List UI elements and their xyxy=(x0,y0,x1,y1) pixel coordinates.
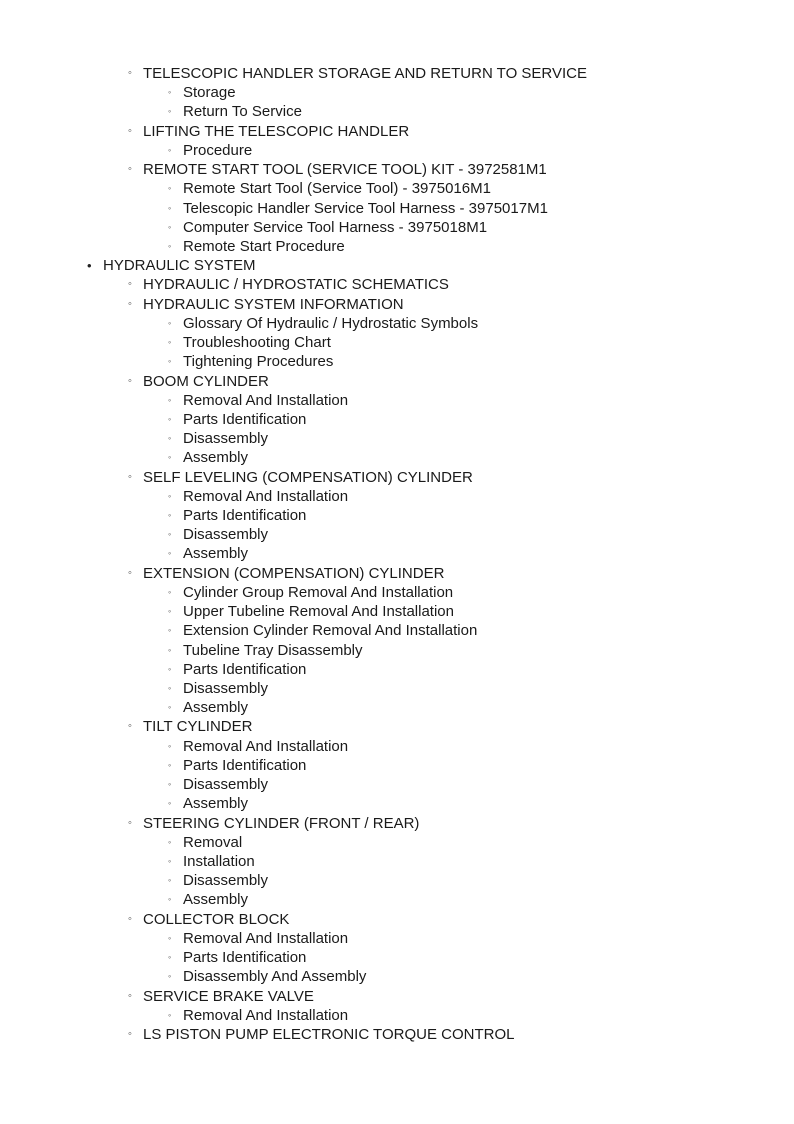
filled-bullet-icon: • xyxy=(87,258,92,274)
hollow-bullet-icon: ◦ xyxy=(168,144,172,155)
toc-item-label: Parts Identification xyxy=(183,949,307,967)
hollow-bullet-icon: ◦ xyxy=(168,490,172,501)
toc-item[interactable] xyxy=(0,967,794,986)
hollow-bullet-icon: ◦ xyxy=(128,278,132,291)
toc-item-label: Disassembly xyxy=(183,430,269,448)
toc-item-label: Cylinder Group Removal And Installation xyxy=(183,583,454,601)
hollow-bullet-icon: ◦ xyxy=(168,855,172,866)
toc-item[interactable] xyxy=(0,929,794,948)
hollow-bullet-icon: ◦ xyxy=(168,779,172,790)
toc-item[interactable] xyxy=(0,179,794,198)
toc-item-label: Remote Start Procedure xyxy=(183,237,345,255)
hollow-bullet-icon: ◦ xyxy=(168,413,172,424)
toc-item[interactable] xyxy=(0,1006,794,1025)
hollow-bullet-icon: ◦ xyxy=(128,720,132,733)
toc-item[interactable] xyxy=(0,679,794,698)
toc-item-label: Removal And Installation xyxy=(183,737,349,755)
hollow-bullet-icon: ◦ xyxy=(128,912,132,925)
toc-item[interactable] xyxy=(0,833,794,852)
toc-item-label: Tubeline Tray Disassembly xyxy=(183,641,363,659)
toc-item-label: Parts Identification xyxy=(183,507,307,525)
hollow-bullet-icon: ◦ xyxy=(168,625,172,636)
toc-item[interactable] xyxy=(0,871,794,890)
toc-item-label: Storage xyxy=(183,84,236,102)
toc-item-label: Disassembly xyxy=(183,872,269,890)
toc-item-label: Removal And Installation xyxy=(183,391,349,409)
hollow-bullet-icon: ◦ xyxy=(168,586,172,597)
hollow-bullet-icon: ◦ xyxy=(168,702,172,713)
toc-chapter[interactable] xyxy=(0,1025,794,1044)
toc-item-label: Return To Service xyxy=(183,103,302,121)
toc-item[interactable] xyxy=(0,852,794,871)
toc-chapter[interactable] xyxy=(0,295,794,314)
hollow-bullet-icon: ◦ xyxy=(168,183,172,194)
toc-item[interactable] xyxy=(0,583,794,602)
toc-item-label: Parts Identification xyxy=(183,756,307,774)
toc-item[interactable] xyxy=(0,83,794,102)
toc-item[interactable] xyxy=(0,621,794,640)
toc-item-label: LS PISTON PUMP ELECTRONIC TORQUE CONTROL xyxy=(143,1025,515,1043)
toc-item-label: Parts Identification xyxy=(183,660,307,678)
hollow-bullet-icon: ◦ xyxy=(168,663,172,674)
toc-item[interactable] xyxy=(0,391,794,410)
toc-item-label: Glossary Of Hydraulic / Hydrostatic Symbols xyxy=(183,314,479,332)
toc-item-label: COLLECTOR BLOCK xyxy=(143,910,290,928)
toc-chapter[interactable] xyxy=(0,717,794,736)
hollow-bullet-icon: ◦ xyxy=(168,606,172,617)
toc-item-label: Removal And Installation xyxy=(183,487,349,505)
hollow-bullet-icon: ◦ xyxy=(168,240,172,251)
toc-item[interactable] xyxy=(0,948,794,967)
toc-item[interactable] xyxy=(0,352,794,371)
toc-item-label: Remote Start Tool (Service Tool) - 3975016M1 xyxy=(183,180,491,198)
toc-item[interactable] xyxy=(0,602,794,621)
toc-chapter[interactable] xyxy=(0,564,794,583)
toc-item-label: REMOTE START TOOL (SERVICE TOOL) KIT - 3972581M1 xyxy=(143,161,547,179)
toc-chapter[interactable] xyxy=(0,468,794,487)
toc-item[interactable] xyxy=(0,660,794,679)
toc-item[interactable] xyxy=(0,218,794,237)
table-of-contents xyxy=(0,64,794,1044)
toc-chapter[interactable] xyxy=(0,64,794,83)
hollow-bullet-icon: ◦ xyxy=(168,356,172,367)
toc-item-label: Tightening Procedures xyxy=(183,353,334,371)
hollow-bullet-icon: ◦ xyxy=(128,124,132,137)
toc-item[interactable] xyxy=(0,141,794,160)
hollow-bullet-icon: ◦ xyxy=(168,433,172,444)
toc-item-label: Assembly xyxy=(183,699,249,717)
hollow-bullet-icon: ◦ xyxy=(128,374,132,387)
toc-item-label: BOOM CYLINDER xyxy=(143,372,269,390)
hollow-bullet-icon: ◦ xyxy=(168,337,172,348)
toc-item-label: Disassembly xyxy=(183,526,269,544)
toc-item[interactable] xyxy=(0,410,794,429)
toc-item[interactable] xyxy=(0,641,794,660)
toc-item[interactable] xyxy=(0,737,794,756)
toc-item[interactable] xyxy=(0,199,794,218)
hollow-bullet-icon: ◦ xyxy=(168,548,172,559)
hollow-bullet-icon: ◦ xyxy=(168,798,172,809)
hollow-bullet-icon: ◦ xyxy=(128,566,132,579)
toc-item-label: Procedure xyxy=(183,141,253,159)
toc-item[interactable] xyxy=(0,506,794,525)
hollow-bullet-icon: ◦ xyxy=(168,932,172,943)
toc-item[interactable] xyxy=(0,890,794,909)
toc-item-label: Assembly xyxy=(183,795,249,813)
toc-item-label: Removal And Installation xyxy=(183,1006,349,1024)
toc-section[interactable] xyxy=(0,256,794,275)
hollow-bullet-icon: ◦ xyxy=(128,1027,132,1040)
toc-item-label: Removal And Installation xyxy=(183,929,349,947)
toc-item-label: SERVICE BRAKE VALVE xyxy=(143,987,314,1005)
toc-chapter[interactable] xyxy=(0,122,794,141)
hollow-bullet-icon: ◦ xyxy=(168,971,172,982)
toc-item[interactable] xyxy=(0,429,794,448)
hollow-bullet-icon: ◦ xyxy=(168,894,172,905)
toc-item-label: Troubleshooting Chart xyxy=(183,334,331,352)
hollow-bullet-icon: ◦ xyxy=(168,836,172,847)
hollow-bullet-icon: ◦ xyxy=(168,740,172,751)
hollow-bullet-icon: ◦ xyxy=(168,529,172,540)
toc-item-label: Removal xyxy=(183,833,243,851)
toc-item-label: Telescopic Handler Service Tool Harness - 3975017M1 xyxy=(183,199,548,217)
toc-item-label: Installation xyxy=(183,852,255,870)
hollow-bullet-icon: ◦ xyxy=(168,683,172,693)
toc-item[interactable] xyxy=(0,102,794,121)
toc-item-label: Disassembly xyxy=(183,680,269,697)
hollow-bullet-icon: ◦ xyxy=(168,952,172,963)
toc-item-label: LIFTING THE TELESCOPIC HANDLER xyxy=(143,122,410,140)
hollow-bullet-icon: ◦ xyxy=(168,875,172,886)
toc-chapter[interactable] xyxy=(0,372,794,391)
hollow-bullet-icon: ◦ xyxy=(128,163,132,176)
hollow-bullet-icon: ◦ xyxy=(168,759,172,770)
toc-item-label: Disassembly And Assembly xyxy=(183,968,367,986)
hollow-bullet-icon: ◦ xyxy=(128,297,132,310)
hollow-bullet-icon: ◦ xyxy=(128,67,132,79)
hollow-bullet-icon: ◦ xyxy=(168,106,172,117)
toc-item-label: Assembly xyxy=(183,449,249,467)
toc-chapter[interactable] xyxy=(0,275,794,294)
toc-item-label: SELF LEVELING (COMPENSATION) CYLINDER xyxy=(143,468,473,486)
toc-item-label: TELESCOPIC HANDLER STORAGE AND RETURN TO SERVICE xyxy=(143,65,587,82)
toc-item[interactable] xyxy=(0,314,794,333)
toc-chapter[interactable] xyxy=(0,987,794,1006)
hollow-bullet-icon: ◦ xyxy=(168,317,172,328)
toc-item-label: TILT CYLINDER xyxy=(143,718,253,736)
hollow-bullet-icon: ◦ xyxy=(168,452,172,463)
toc-chapter[interactable] xyxy=(0,160,794,179)
toc-item-label: Assembly xyxy=(183,545,249,563)
toc-item-label: Assembly xyxy=(183,891,249,909)
toc-item[interactable] xyxy=(0,333,794,352)
toc-item[interactable] xyxy=(0,794,794,813)
toc-item-label: STEERING CYLINDER (FRONT / REAR) xyxy=(143,814,420,832)
hollow-bullet-icon: ◦ xyxy=(168,394,172,405)
toc-item-label: Upper Tubeline Removal And Installation xyxy=(183,603,454,621)
hollow-bullet-icon: ◦ xyxy=(128,816,132,829)
hollow-bullet-icon: ◦ xyxy=(128,989,132,1002)
toc-item-label: EXTENSION (COMPENSATION) CYLINDER xyxy=(143,564,445,582)
toc-item[interactable] xyxy=(0,237,794,256)
hollow-bullet-icon: ◦ xyxy=(168,221,172,232)
toc-item-label: Extension Cylinder Removal And Installation xyxy=(183,622,478,640)
toc-chapter[interactable] xyxy=(0,814,794,833)
toc-item-label: Disassembly xyxy=(183,776,269,794)
hollow-bullet-icon: ◦ xyxy=(168,87,172,98)
toc-item-label: HYDRAULIC SYSTEM xyxy=(103,257,256,275)
hollow-bullet-icon: ◦ xyxy=(168,202,172,213)
toc-item[interactable] xyxy=(0,448,794,467)
toc-item[interactable] xyxy=(0,525,794,544)
toc-item[interactable] xyxy=(0,544,794,563)
hollow-bullet-icon: ◦ xyxy=(168,510,172,521)
toc-item-label: HYDRAULIC SYSTEM INFORMATION xyxy=(143,295,404,313)
toc-chapter[interactable] xyxy=(0,910,794,929)
hollow-bullet-icon: ◦ xyxy=(168,644,172,655)
toc-item-label: Parts Identification xyxy=(183,410,307,428)
toc-item[interactable] xyxy=(0,775,794,794)
toc-item[interactable] xyxy=(0,698,794,717)
toc-item[interactable] xyxy=(0,756,794,775)
toc-item-label: HYDRAULIC / HYDROSTATIC SCHEMATICS xyxy=(143,276,449,294)
toc-item-label: Computer Service Tool Harness - 3975018M1 xyxy=(183,218,488,236)
toc-item[interactable] xyxy=(0,487,794,506)
hollow-bullet-icon: ◦ xyxy=(168,1009,172,1020)
hollow-bullet-icon: ◦ xyxy=(128,470,132,483)
